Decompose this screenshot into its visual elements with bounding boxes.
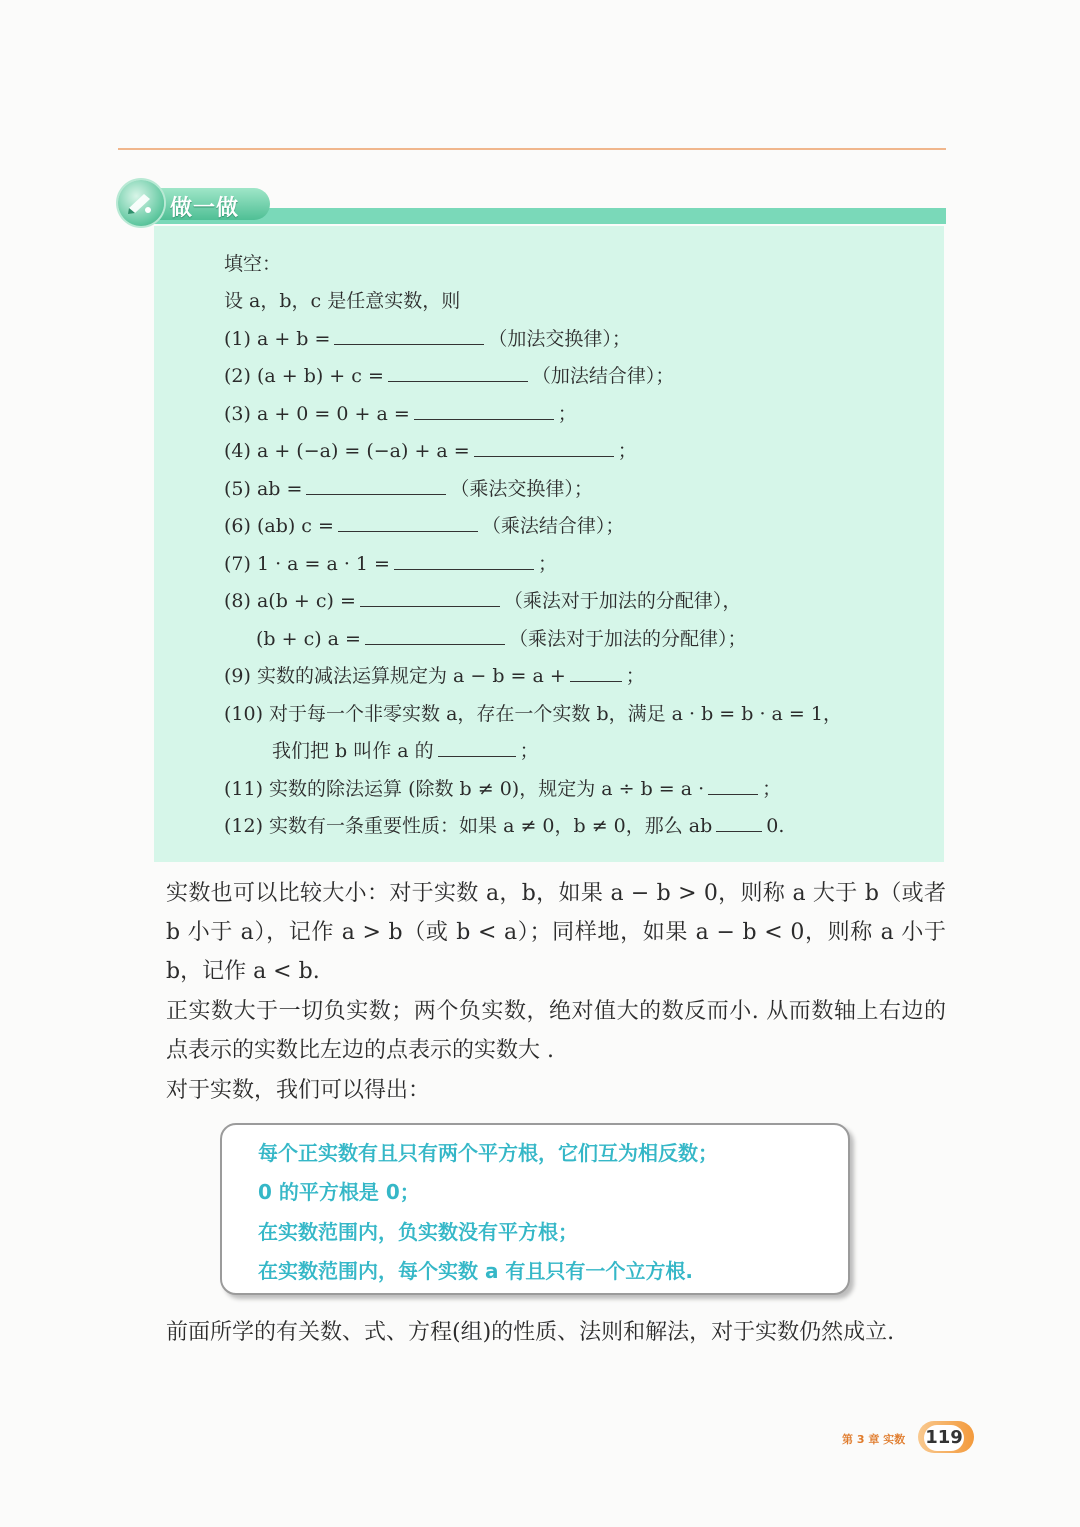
answer-blank bbox=[334, 326, 484, 345]
answer-blank bbox=[716, 813, 762, 832]
body-paragraph: 前面所学的有关数、式、方程(组)的性质、法则和解法，对于实数仍然成立. bbox=[166, 1320, 895, 1345]
answer-blank bbox=[570, 663, 622, 682]
exercise-item: (5) ab = （乘法交换律）； bbox=[224, 478, 593, 500]
answer-blank bbox=[438, 738, 516, 757]
answer-blank bbox=[474, 438, 614, 457]
key-fact: 在实数范围内，每个实数 a 有且只有一个立方根. bbox=[258, 1259, 694, 1283]
exercise-intro: 填空： bbox=[224, 253, 282, 275]
key-fact: 在实数范围内，负实数没有平方根； bbox=[258, 1220, 578, 1244]
answer-blank bbox=[360, 588, 500, 607]
exercise-item: (b + c) a = （乘法对于加法的分配律）； bbox=[256, 628, 747, 650]
exercise-item: (3) a + 0 = 0 + a = ； bbox=[224, 403, 577, 425]
exercise-premise: 设 a，b，c 是任意实数，则 bbox=[224, 290, 461, 312]
key-fact: 0 的平方根是 0； bbox=[258, 1180, 420, 1204]
chapter-label: 第 3 章 实数 bbox=[842, 1433, 906, 1446]
exercise-item: (1) a + b = （加法交换律）； bbox=[224, 328, 631, 350]
page-number: 119 bbox=[924, 1425, 964, 1451]
key-fact: 每个正实数有且只有两个平方根，它们互为相反数； bbox=[258, 1141, 718, 1165]
pencil-icon bbox=[118, 180, 164, 226]
answer-blank bbox=[306, 476, 446, 495]
answer-blank bbox=[394, 551, 534, 570]
answer-blank bbox=[388, 363, 528, 382]
exercise-panel bbox=[154, 226, 944, 862]
answer-blank bbox=[708, 776, 758, 795]
exercise-item: (2) (a + b) + c = （加法结合律）； bbox=[224, 365, 675, 387]
exercise-item: (6) (ab) c = （乘法结合律）； bbox=[224, 515, 625, 537]
section-header bbox=[118, 180, 946, 226]
body-paragraph: 实数也可以比较大小：对于实数 a，b，如果 a − b > 0，则称 a 大于 b（或者 b 小于 a），记作 a > b（或 b < a）；同样地，如果 a − b < 0，则称 a 小于 b，记作 a < b. bbox=[166, 881, 946, 984]
exercise-item: (11) 实数的除法运算 (除数 b ≠ 0)，规定为 a ÷ b = a · ； bbox=[224, 778, 782, 800]
exercise-item: (10) 对于每一个非零实数 a，存在一个实数 b，满足 a · b = b · a = 1， bbox=[224, 703, 842, 725]
exercise-item: (12) 实数有一条重要性质：如果 a ≠ 0，b ≠ 0，那么 ab 0. bbox=[224, 815, 785, 837]
answer-blank bbox=[414, 401, 554, 420]
exercise-item: 我们把 b 叫作 a 的 ； bbox=[272, 740, 539, 762]
answer-blank bbox=[338, 513, 478, 532]
body-paragraph: 对于实数，我们可以得出： bbox=[166, 1078, 431, 1103]
answer-blank bbox=[365, 626, 505, 645]
exercise-item: (7) 1 · a = a · 1 = ； bbox=[224, 553, 557, 575]
exercise-item: (9) 实数的减法运算规定为 a − b = a + ； bbox=[224, 665, 645, 687]
header-rule bbox=[118, 148, 946, 150]
body-paragraph: 正实数大于一切负实数；两个负实数，绝对值大的数反而小. 从而数轴上右边的点表示的实数比左边的点表示的实数大 . bbox=[166, 999, 946, 1063]
section-title: 做一做 bbox=[170, 196, 240, 221]
exercise-item: (4) a + (−a) = (−a) + a = ； bbox=[224, 440, 637, 462]
exercise-item: (8) a(b + c) = （乘法对于加法的分配律）， bbox=[224, 590, 742, 612]
